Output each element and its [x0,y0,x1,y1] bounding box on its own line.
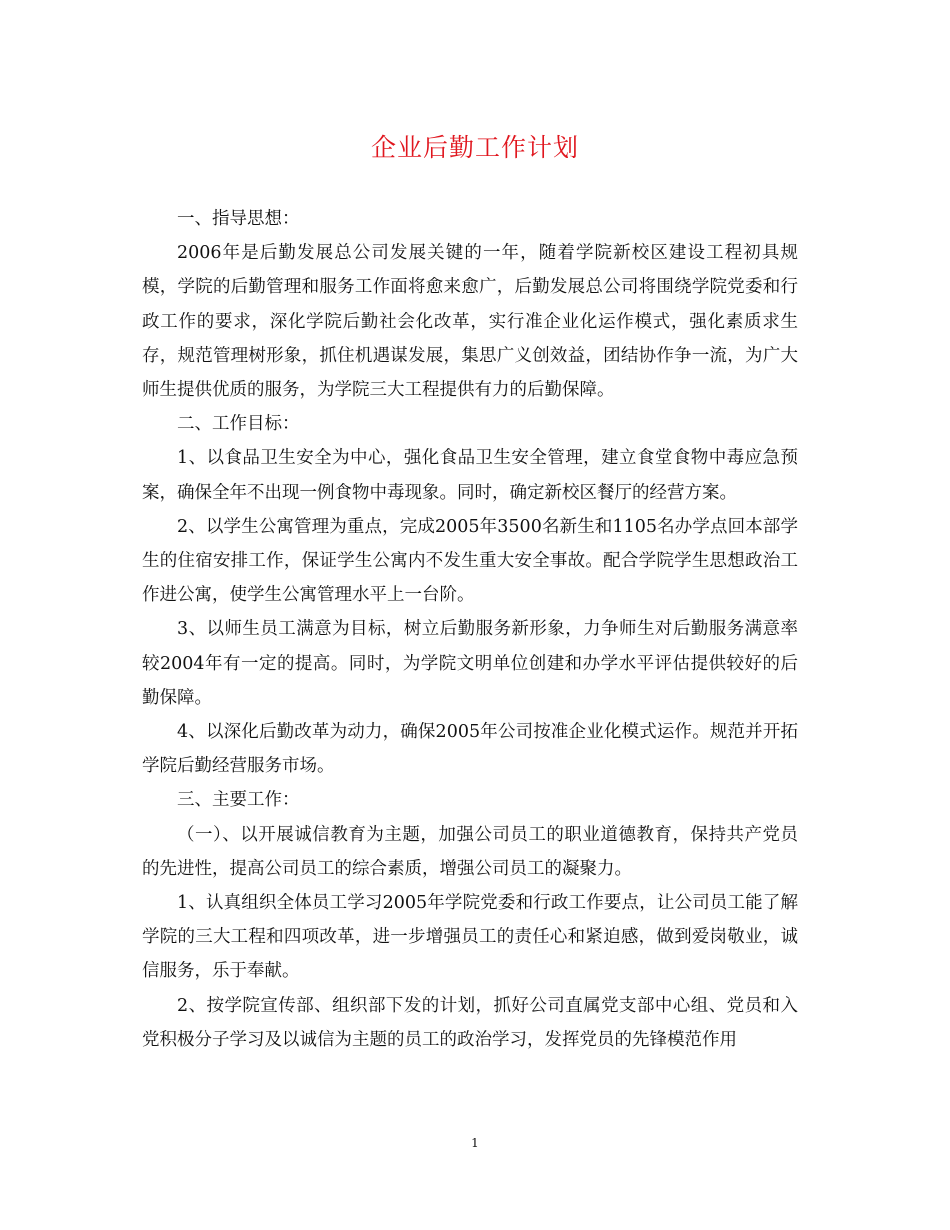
document-body [142,202,798,1057]
heading-guiding-thought: 一、指导思想： [177,209,300,229]
work-item-2: 2、按学院宣传部、组织部下发的计划，抓好公司直属党支部中心组、党员和入党积极分子学习及以诚信为主题的员工的政治学习，发挥党员的先锋模范作用 [142,995,798,1050]
document-title: 企业后勤工作计划 [370,133,579,162]
body-paragraph: 2006年是后勤发展总公司发展关键的一年，随着学院新校区建设工程初具规模，学院的后勤管理和服务工作面将愈来愈广，后勤发展总公司将围绕学院党委和行政工作的要求，深化学院后勤社会化改革，实行准企业化运作模式，强化素质求生存，规范管理树形象，抓住机遇谋发展，集思广义创效益，团结协作争一流，为广大师生提供优质的服务，为学院三大工程提供有力的后勤保障。 [142,243,798,401]
goal-item-3: 3、以师生员工满意为目标，树立后勤服务新形象，力争师生对后勤服务满意率较2004年有一定的提高。同时，为学院文明单位创建和办学水平评估提供较好的后勤保障。 [142,619,798,708]
heading-main-work: 三、主要工作： [177,790,300,811]
page-number: 1 [471,1136,479,1150]
goal-item-4: 4、以深化后勤改革为动力，确保2005年公司按准企业化模式运作。规范并开拓学院后勤经营服务市场。 [142,722,798,777]
goal-item-1: 1、以食品卫生安全为中心，强化食品卫生安全管理，建立食堂食物中毒应急预案，确保全年不出现一例食物中毒现象。同时，确定新校区餐厅的经营方案。 [142,448,798,503]
goal-item-2: 2、以学生公寓管理为重点，完成2005年3500名新生和1105名办学点回本部学生的住宿安排工作，保证学生公寓内不发生重大安全事故。配合学院学生思想政治工作进公寓，使学生公寓管理水平上一台阶。 [142,516,798,606]
work-item-1: 1、认真组织全体员工学习2005年学院党委和行政工作要点，让公司员工能了解学院的三大工程和四项改革，进一步增强员工的责任心和紧迫感，做到爱岗敬业，诚信服务，乐于奉献。 [142,893,798,982]
subsection-heading-1: （一）、以开展诚信教育为主题，加强公司员工的职业道德教育，保持共产党员的先进性，提高公司员工的综合素质，增强公司员工的凝聚力。 [142,824,798,879]
heading-work-goals: 二、工作目标： [177,414,300,435]
